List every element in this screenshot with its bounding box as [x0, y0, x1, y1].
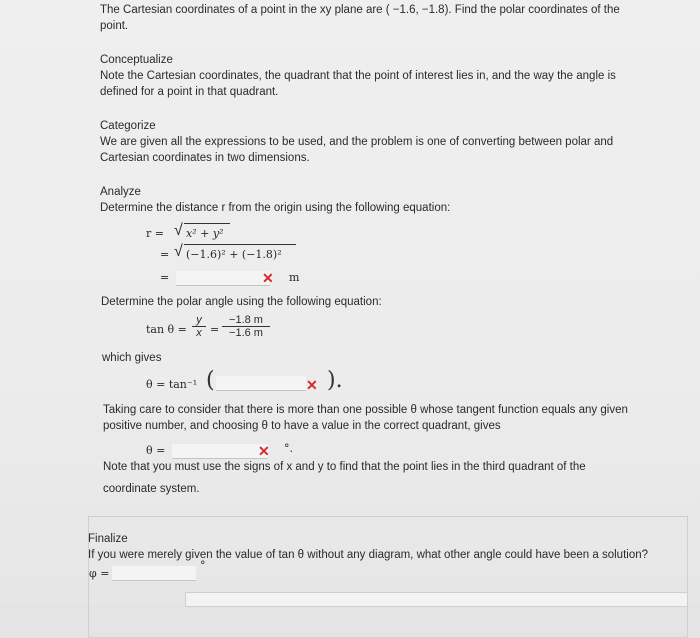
conceptualize-line-1: Note the Cartesian coordinates, the quadrant that the point of interest lies in, and the way the angle is: [100, 70, 616, 82]
note-line-2: positive number, and choosing θ to have a value in the correct quadrant, gives: [103, 420, 501, 432]
eq-r-equals-2: =: [160, 248, 170, 261]
eq-r-substituted: (−1.6)² + (−1.8)²: [186, 248, 282, 261]
tan-inverse-wrong-icon: ✕: [306, 377, 318, 393]
finalize-title: Finalize: [88, 533, 128, 545]
tan-yx-fraction: [192, 314, 206, 339]
problem-line-2: point.: [100, 20, 129, 32]
conceptualize-line-2: defined for a point in that quadrant.: [100, 86, 279, 98]
which-gives: which gives: [102, 352, 162, 364]
tan-lhs: tan θ =: [146, 323, 187, 336]
tan-inverse-input[interactable]: [216, 376, 306, 391]
distance-intro: Determine the distance r from the origin using the following equation:: [100, 202, 451, 214]
eq-r-formula: x² + y²: [186, 227, 224, 240]
phi-degree: °: [200, 559, 206, 572]
tan-x: x: [196, 327, 202, 339]
sqrt-icon-2: √: [174, 243, 183, 260]
tan-equals: =: [210, 323, 220, 336]
sqrt-bar: [184, 223, 230, 224]
signs-line-1: Note that you must use the signs of x and y to find that the point lies in the third quadrant of the: [103, 461, 586, 473]
theta2-lhs: θ =: [146, 444, 166, 457]
theta-answer-input[interactable]: [172, 444, 268, 459]
tan-den: −1.6 m: [229, 327, 263, 339]
paren-close: ).: [327, 368, 343, 393]
tan-value-fraction: [222, 314, 270, 339]
angle-intro: Determine the polar angle using the following equation:: [101, 296, 382, 308]
r-wrong-icon: ✕: [262, 270, 274, 286]
theta-wrong-icon: ✕: [258, 443, 270, 459]
sqrt-bar-2: [184, 244, 296, 245]
tan-y: y: [192, 314, 206, 327]
categorize-title: Categorize: [100, 120, 156, 132]
eq-r-equals-3: =: [160, 271, 170, 284]
theta-lhs: θ = tan⁻¹: [146, 378, 198, 391]
sqrt-icon: √: [174, 222, 183, 239]
paren-open: (: [206, 368, 215, 393]
r-unit: m: [289, 271, 300, 284]
conceptualize-title: Conceptualize: [100, 54, 173, 66]
problem-line-1: The Cartesian coordinates of a point in the xy plane are ( −1.6, −1.8). Find the polar coordinates of the: [100, 4, 620, 16]
eq-r-lhs: r =: [146, 227, 164, 240]
analyze-title: Analyze: [100, 186, 141, 198]
finalize-question: If you were merely given the value of tan θ without any diagram, what other angle could have been a solution?: [88, 549, 649, 561]
phi-answer-input[interactable]: [112, 566, 196, 581]
note-line-1: Taking care to consider that there is more than one possible θ whose tangent function equals any given: [103, 404, 628, 416]
tan-num: −1.8 m: [222, 314, 270, 327]
categorize-line-1: We are given all the expressions to be used, and the problem is one of converting between polar and: [100, 136, 614, 148]
signs-line-2: coordinate system.: [103, 483, 200, 495]
r-answer-input[interactable]: [176, 271, 270, 286]
phi-lhs: φ =: [89, 567, 110, 580]
theta-degree: °.: [284, 442, 293, 455]
categorize-line-2: Cartesian coordinates in two dimensions.: [100, 152, 310, 164]
